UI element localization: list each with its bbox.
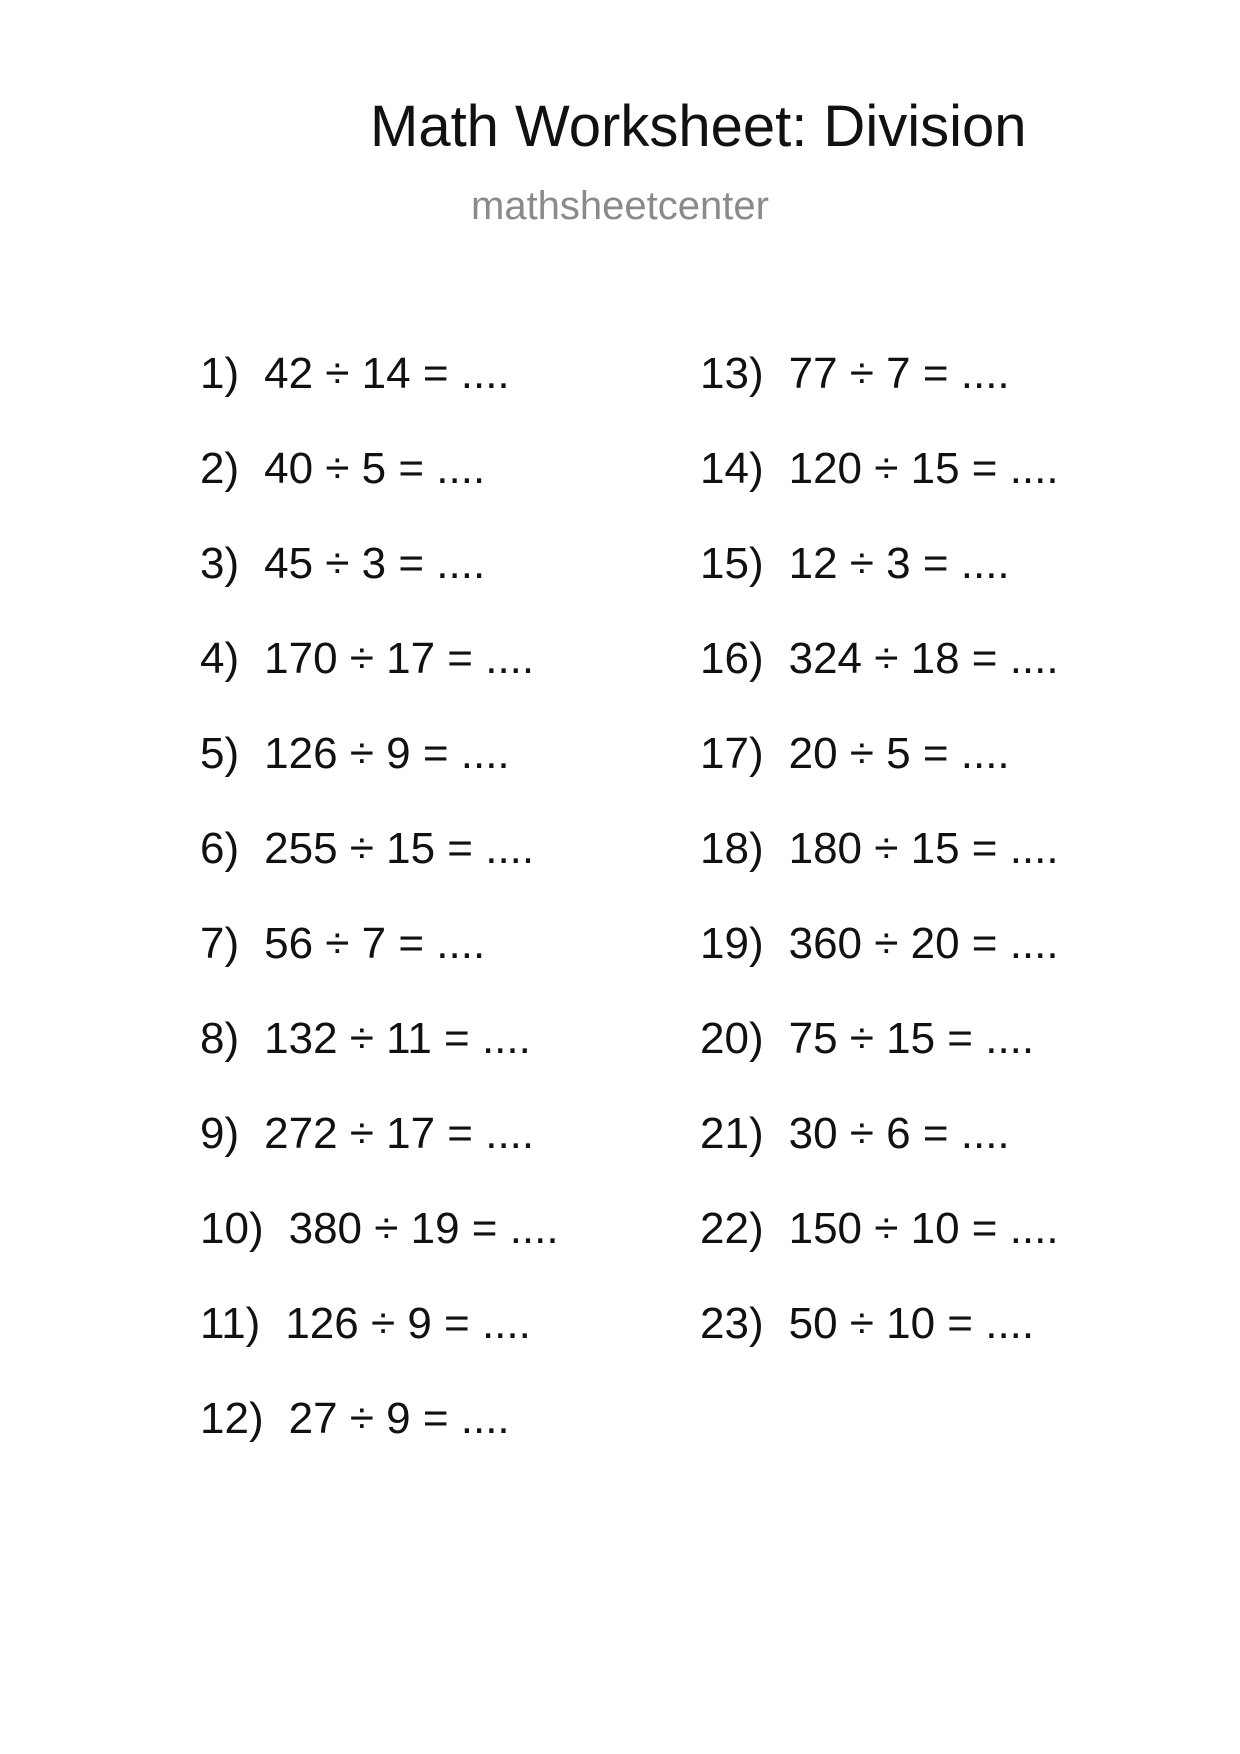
problem-expression: 12 ÷ 3 = .... xyxy=(788,539,1010,588)
problem-column-left xyxy=(200,349,559,1492)
problem-expression: 360 ÷ 20 = .... xyxy=(788,919,1059,968)
problem-20 xyxy=(700,1014,1059,1112)
problem-22 xyxy=(700,1204,1059,1302)
problem-8 xyxy=(200,1014,559,1112)
problem-number: 11) xyxy=(200,1299,261,1348)
problem-number: 3) xyxy=(200,539,240,588)
problem-13 xyxy=(700,349,1059,447)
problem-expression: 255 ÷ 15 = .... xyxy=(264,824,535,873)
problem-number: 12) xyxy=(200,1394,264,1443)
problem-number: 19) xyxy=(700,919,764,968)
problem-15 xyxy=(700,539,1059,637)
problem-number: 15) xyxy=(700,539,764,588)
problem-expression: 324 ÷ 18 = .... xyxy=(788,634,1059,683)
problem-1 xyxy=(200,349,559,447)
problem-3 xyxy=(200,539,559,637)
problem-21 xyxy=(700,1109,1059,1207)
problem-10 xyxy=(200,1204,559,1302)
problem-expression: 42 ÷ 14 = .... xyxy=(264,349,510,398)
problem-6 xyxy=(200,824,559,922)
problem-expression: 132 ÷ 11 = .... xyxy=(264,1014,531,1063)
problem-number: 22) xyxy=(700,1204,764,1253)
problem-number: 5) xyxy=(200,729,240,778)
problem-9 xyxy=(200,1109,559,1207)
problem-5 xyxy=(200,729,559,827)
problem-number: 17) xyxy=(700,729,764,778)
problem-11 xyxy=(200,1299,559,1397)
problem-expression: 45 ÷ 3 = .... xyxy=(264,539,486,588)
problem-4 xyxy=(200,634,559,732)
problem-number: 7) xyxy=(200,919,240,968)
problem-16 xyxy=(700,634,1059,732)
problem-expression: 77 ÷ 7 = .... xyxy=(788,349,1010,398)
problem-number: 14) xyxy=(700,444,764,493)
problem-7 xyxy=(200,919,559,1017)
problem-number: 21) xyxy=(700,1109,764,1158)
worksheet-source: mathsheetcenter xyxy=(471,184,769,228)
problem-number: 2) xyxy=(200,444,240,493)
problem-2 xyxy=(200,444,559,542)
problem-expression: 50 ÷ 10 = .... xyxy=(788,1299,1035,1348)
problem-12 xyxy=(200,1394,559,1492)
problem-number: 9) xyxy=(200,1109,240,1158)
problem-expression: 380 ÷ 19 = .... xyxy=(288,1204,559,1253)
problem-23 xyxy=(700,1299,1059,1397)
problem-expression: 30 ÷ 6 = .... xyxy=(788,1109,1010,1158)
problem-number: 23) xyxy=(700,1299,764,1348)
problem-expression: 27 ÷ 9 = .... xyxy=(288,1394,510,1443)
problem-number: 10) xyxy=(200,1204,264,1253)
problem-number: 8) xyxy=(200,1014,240,1063)
problem-17 xyxy=(700,729,1059,827)
problem-expression: 120 ÷ 15 = .... xyxy=(788,444,1059,493)
problem-number: 16) xyxy=(700,634,764,683)
problem-column-right xyxy=(700,349,1059,1397)
problem-number: 4) xyxy=(200,634,240,683)
problem-expression: 75 ÷ 15 = .... xyxy=(788,1014,1035,1063)
worksheet-title: Math Worksheet: Division xyxy=(370,94,1027,159)
problem-expression: 180 ÷ 15 = .... xyxy=(788,824,1059,873)
problem-expression: 20 ÷ 5 = .... xyxy=(788,729,1010,778)
problem-number: 1) xyxy=(200,349,240,398)
problem-number: 6) xyxy=(200,824,240,873)
problem-expression: 150 ÷ 10 = .... xyxy=(788,1204,1059,1253)
problem-number: 20) xyxy=(700,1014,764,1063)
problem-19 xyxy=(700,919,1059,1017)
problem-expression: 40 ÷ 5 = .... xyxy=(264,444,486,493)
problem-18 xyxy=(700,824,1059,922)
problem-expression: 56 ÷ 7 = .... xyxy=(264,919,486,968)
problem-expression: 170 ÷ 17 = .... xyxy=(264,634,535,683)
problem-expression: 272 ÷ 17 = .... xyxy=(264,1109,535,1158)
problem-expression: 126 ÷ 9 = .... xyxy=(285,1299,531,1348)
problem-number: 13) xyxy=(700,349,764,398)
problem-number: 18) xyxy=(700,824,764,873)
problem-14 xyxy=(700,444,1059,542)
problem-expression: 126 ÷ 9 = .... xyxy=(264,729,510,778)
